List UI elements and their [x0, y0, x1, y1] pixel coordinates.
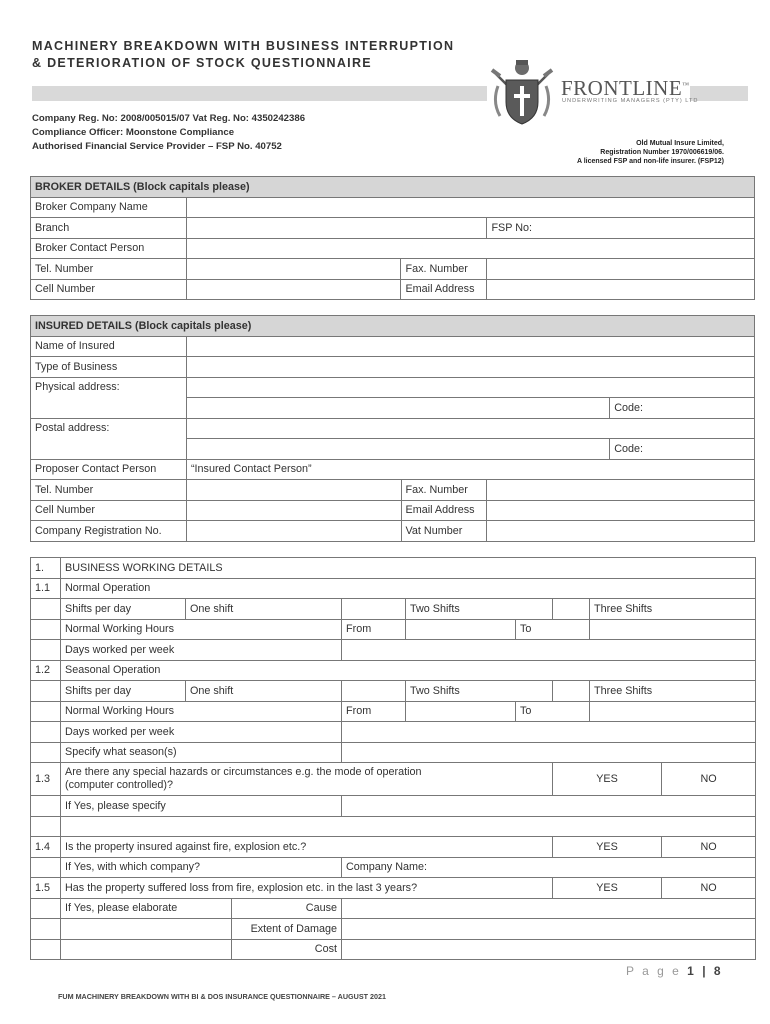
- item-number: 1.1: [31, 578, 61, 599]
- vat-number-field[interactable]: [487, 521, 755, 542]
- business-type-label: Type of Business: [31, 357, 187, 378]
- vat-number-label: Vat Number: [401, 521, 487, 542]
- broker-fax-label: Fax. Number: [401, 259, 487, 280]
- days-worked-label: Days worked per week: [61, 722, 342, 743]
- fsp-no-field[interactable]: FSP No:: [487, 218, 755, 239]
- from-label: From: [342, 619, 406, 640]
- elaborate-label: If Yes, please elaborate: [61, 898, 232, 919]
- business-working-table: [30, 557, 756, 960]
- postal-address-line1[interactable]: [186, 418, 754, 439]
- broker-email-field[interactable]: [487, 279, 755, 300]
- footer-doc-name: FUM MACHINERY BREAKDOWN WITH BI & DOS INSURANCE QUESTIONNAIRE – AUGUST 2021: [58, 992, 386, 1001]
- to-label: To: [516, 619, 590, 640]
- logo-wordmark: FRONTLINE™: [561, 76, 690, 100]
- insured-name-label: Name of Insured: [31, 336, 187, 357]
- business-type-field[interactable]: [186, 357, 754, 378]
- physical-address-line2[interactable]: [186, 398, 609, 419]
- insured-tel-label: Tel. Number: [31, 480, 187, 501]
- one-shift-label: One shift: [186, 599, 342, 620]
- hazards-yes-option[interactable]: YES: [553, 763, 662, 796]
- broker-contact-label: Broker Contact Person: [31, 238, 187, 259]
- broker-details-table: [30, 176, 755, 300]
- broker-cell-field[interactable]: [186, 279, 401, 300]
- logo-subtitle: UNDERWRITING MANAGERS (PTY) LTD: [562, 98, 699, 104]
- spacer-cell: [31, 939, 61, 960]
- from-field[interactable]: [406, 619, 516, 640]
- extent-label: Extent of Damage: [232, 919, 342, 940]
- to-field[interactable]: [590, 701, 756, 722]
- loss-yes-option[interactable]: YES: [553, 878, 662, 899]
- physical-code-field[interactable]: Code:: [610, 398, 755, 419]
- season-label: Specify what season(s): [61, 742, 342, 763]
- compliance-officer: Compliance Officer: Moonstone Compliance: [32, 127, 235, 138]
- fsp-number: Authorised Financial Service Provider – FSP No. 40752: [32, 141, 282, 152]
- specify-label: If Yes, please specify: [61, 796, 342, 817]
- fire-no-option[interactable]: NO: [662, 837, 756, 858]
- insured-fax-label: Fax. Number: [401, 480, 487, 501]
- specify-field-extra[interactable]: [61, 816, 756, 837]
- proposer-contact-field[interactable]: “Insured Contact Person”: [186, 459, 754, 480]
- days-worked-label: Days worked per week: [61, 640, 342, 661]
- insured-tel-field[interactable]: [186, 480, 401, 501]
- shifts-label: Shifts per day: [61, 681, 186, 702]
- spacer-cell: [31, 640, 61, 661]
- spacer-cell: [31, 898, 61, 919]
- from-field[interactable]: [406, 701, 516, 722]
- insured-fire-question: Is the property insured against fire, explosion etc.?: [61, 837, 553, 858]
- which-company-label: If Yes, with which company?: [61, 857, 342, 878]
- company-reg-field[interactable]: [186, 521, 401, 542]
- insured-name-field[interactable]: [186, 336, 754, 357]
- to-label: To: [516, 701, 590, 722]
- business-heading: BUSINESS WORKING DETAILS: [61, 558, 756, 579]
- seasonal-operation-label: Seasonal Operation: [61, 660, 756, 681]
- page-number: P a g e 1 | 8: [626, 964, 724, 978]
- spacer-cell: [31, 619, 61, 640]
- broker-company-field[interactable]: [186, 197, 754, 218]
- to-field[interactable]: [590, 619, 756, 640]
- one-shift-box[interactable]: [342, 681, 406, 702]
- physical-address-label: Physical address:: [31, 377, 187, 418]
- title-line-2: & DETERIORATION OF STOCK QUESTIONNAIRE: [32, 56, 372, 70]
- broker-cell-label: Cell Number: [31, 279, 187, 300]
- spacer-cell: [31, 722, 61, 743]
- spacer-cell: [31, 742, 61, 763]
- cost-field[interactable]: [342, 939, 756, 960]
- broker-tel-field[interactable]: [186, 259, 401, 280]
- two-shifts-box[interactable]: [553, 681, 590, 702]
- company-reg-label: Company Registration No.: [31, 521, 187, 542]
- normal-operation-label: Normal Operation: [61, 578, 756, 599]
- broker-heading: BROKER DETAILS (Block capitals please): [31, 177, 755, 198]
- loss-question: Has the property suffered loss from fire, explosion etc. in the last 3 years?: [61, 878, 553, 899]
- cause-label: Cause: [232, 898, 342, 919]
- header-divider-bar: [32, 86, 487, 101]
- broker-email-label: Email Address: [401, 279, 487, 300]
- one-shift-box[interactable]: [342, 599, 406, 620]
- physical-address-line1[interactable]: [186, 377, 754, 398]
- branch-label: Branch: [31, 218, 187, 239]
- working-hours-label: Normal Working Hours: [61, 619, 342, 640]
- insured-email-field[interactable]: [487, 500, 755, 521]
- spacer-cell: [61, 939, 232, 960]
- insurer-info: Old Mutual Insure Limited, Registration Number 1970/006619/06. A licensed FSP and non-life insurer. (FSP12): [576, 140, 724, 165]
- specify-field[interactable]: [342, 796, 756, 817]
- branch-field[interactable]: [186, 218, 487, 239]
- insured-cell-label: Cell Number: [31, 500, 187, 521]
- frontline-crest-logo: [486, 56, 558, 128]
- two-shifts-label: Two Shifts: [406, 681, 553, 702]
- shifts-label: Shifts per day: [61, 599, 186, 620]
- broker-contact-field[interactable]: [186, 238, 754, 259]
- header-divider-bar-right: [690, 86, 748, 101]
- spacer-cell: [31, 816, 61, 837]
- proposer-contact-label: Proposer Contact Person: [31, 459, 187, 480]
- spacer-cell: [31, 701, 61, 722]
- loss-no-option[interactable]: NO: [662, 878, 756, 899]
- three-shifts-label: Three Shifts: [590, 599, 756, 620]
- title-line-1: MACHINERY BREAKDOWN WITH BUSINESS INTERRUPTION: [32, 39, 455, 53]
- days-worked-field[interactable]: [342, 640, 756, 661]
- company-reg: Company Reg. No: 2008/005015/07 Vat Reg. No: 4350242386: [32, 113, 306, 124]
- cost-label: Cost: [232, 939, 342, 960]
- insured-email-label: Email Address: [401, 500, 487, 521]
- one-shift-label: One shift: [186, 681, 342, 702]
- hazards-no-option[interactable]: NO: [662, 763, 756, 796]
- item-number: 1.4: [31, 837, 61, 858]
- insured-fax-field[interactable]: [487, 480, 755, 501]
- item-number: 1.3: [31, 763, 61, 796]
- document-title: [32, 38, 454, 72]
- spacer-cell: [31, 857, 61, 878]
- fire-yes-option[interactable]: YES: [553, 837, 662, 858]
- company-name-field[interactable]: Company Name:: [342, 857, 756, 878]
- spacer-cell: [61, 919, 232, 940]
- extent-field[interactable]: [342, 919, 756, 940]
- insured-details-table: [30, 315, 755, 542]
- hazards-question: Are there any special hazards or circumstances e.g. the mode of operation (computer controlled)?: [61, 763, 553, 796]
- company-info: [32, 112, 305, 154]
- postal-address-line2[interactable]: [186, 439, 609, 460]
- postal-address-label: Postal address:: [31, 418, 187, 459]
- three-shifts-label: Three Shifts: [590, 681, 756, 702]
- postal-code-field[interactable]: Code:: [610, 439, 755, 460]
- insured-cell-field[interactable]: [186, 500, 401, 521]
- spacer-cell: [31, 599, 61, 620]
- broker-company-label: Broker Company Name: [31, 197, 187, 218]
- cause-field[interactable]: [342, 898, 756, 919]
- item-number: 1.2: [31, 660, 61, 681]
- item-number: 1.5: [31, 878, 61, 899]
- two-shifts-box[interactable]: [553, 599, 590, 620]
- season-field[interactable]: [342, 742, 756, 763]
- from-label: From: [342, 701, 406, 722]
- working-hours-label: Normal Working Hours: [61, 701, 342, 722]
- days-worked-field[interactable]: [342, 722, 756, 743]
- spacer-cell: [31, 919, 61, 940]
- two-shifts-label: Two Shifts: [406, 599, 553, 620]
- insured-heading: INSURED DETAILS (Block capitals please): [31, 316, 755, 337]
- broker-tel-label: Tel. Number: [31, 259, 187, 280]
- spacer-cell: [31, 681, 61, 702]
- broker-fax-field[interactable]: [487, 259, 755, 280]
- spacer-cell: [31, 796, 61, 817]
- section-number: 1.: [31, 558, 61, 579]
